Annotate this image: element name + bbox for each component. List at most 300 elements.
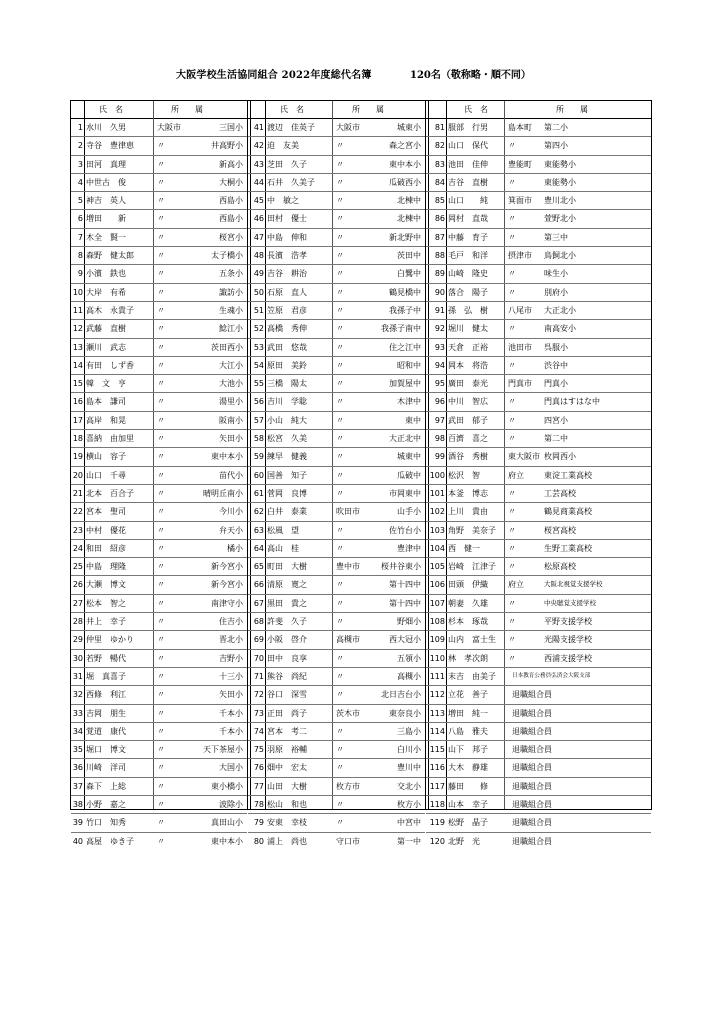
table-row: [426, 650, 651, 668]
school-name: 晴明丘南小: [203, 488, 243, 498]
municipality: 〃: [508, 397, 516, 407]
municipality: 〃: [508, 598, 516, 608]
municipality: 〃: [157, 269, 165, 279]
roster-rows: [426, 119, 651, 846]
row-number: 49: [253, 269, 264, 279]
row-number: 103: [429, 525, 445, 535]
table-row: [71, 339, 247, 357]
municipality: 〃: [157, 617, 165, 627]
row-number: 48: [253, 251, 264, 261]
table-row: [248, 650, 425, 668]
school-name: 昭和中: [397, 360, 421, 370]
member-name: 熊谷 尚紀: [267, 671, 307, 681]
municipality: 池田市: [508, 342, 532, 352]
member-name: 廣田 泰光: [448, 379, 488, 389]
member-name: 田村 優士: [267, 214, 307, 224]
row-number: 24: [72, 543, 83, 553]
row-number: 58: [253, 434, 264, 444]
table-row: [248, 467, 425, 485]
member-name: 八島 雅夫: [448, 726, 488, 736]
municipality: 吹田市: [336, 507, 360, 517]
municipality: 〃: [336, 653, 344, 663]
table-row: [426, 210, 651, 228]
member-name: 松宮 久美: [267, 434, 307, 444]
school-name: 大正北小: [544, 305, 576, 315]
row-number: 78: [253, 799, 264, 809]
member-name: 練早 健義: [267, 452, 307, 462]
school-name: 退職組合員: [512, 690, 552, 700]
member-name: 横山 容子: [86, 452, 126, 462]
member-name: 森野 健太郎: [86, 251, 134, 261]
table-row: [248, 558, 425, 576]
row-number: 6: [77, 214, 83, 224]
member-name: 松山 和也: [267, 799, 307, 809]
row-number: 7: [77, 232, 83, 242]
school-name: 東小橋小: [211, 781, 243, 791]
member-name: 町田 大樹: [267, 562, 307, 572]
table-row: [248, 137, 425, 155]
school-name: 大池小: [219, 379, 243, 389]
municipality: 〃: [336, 470, 344, 480]
school-name: 工芸高校: [544, 488, 576, 498]
table-row: [426, 430, 651, 448]
municipality: 〃: [336, 763, 344, 773]
member-name: 松本 智之: [86, 598, 126, 608]
municipality: 茨木市: [336, 708, 360, 718]
municipality: 八尾市: [508, 305, 532, 315]
table-row: [248, 247, 425, 265]
table-row: [426, 613, 651, 631]
table-row: [71, 759, 247, 777]
table-row: [71, 503, 247, 521]
municipality: 〃: [508, 324, 516, 334]
row-number: 31: [72, 671, 83, 681]
school-name: 白川小: [397, 745, 421, 755]
member-name: 山崎 隆史: [448, 269, 488, 279]
municipality: 〃: [508, 434, 516, 444]
table-row: [71, 467, 247, 485]
member-name: 川崎 洋司: [86, 763, 126, 773]
member-name: 服部 行男: [448, 123, 488, 132]
school-name: 豊川中: [397, 763, 421, 773]
table-row: [71, 137, 247, 155]
row-number: 108: [429, 617, 445, 627]
row-number: 42: [253, 141, 264, 151]
municipality: 〃: [336, 745, 344, 755]
member-name: 大瀬 博文: [86, 580, 126, 590]
member-name: 有田 しず香: [86, 360, 134, 370]
row-number: 91: [434, 305, 445, 315]
row-number: 9: [77, 269, 83, 279]
municipality: 〃: [336, 415, 344, 425]
member-name: 山口 純: [448, 196, 488, 206]
member-name: 毛戸 和洋: [448, 251, 488, 261]
municipality: 高槻市: [336, 635, 360, 645]
municipality: 〃: [157, 397, 165, 407]
member-name: 岡村 直哉: [448, 214, 488, 224]
member-name: 小野 嘉之: [86, 799, 126, 809]
row-number: 40: [72, 836, 83, 846]
table-row: [248, 448, 425, 466]
municipality: 〃: [157, 470, 165, 480]
school-name: 大国小: [219, 763, 243, 773]
member-name: 山下 邦子: [448, 745, 488, 755]
municipality: 〃: [157, 452, 165, 462]
municipality: 摂津市: [508, 251, 532, 261]
school-name: 五領小: [397, 653, 421, 663]
school-name: 退職組合員: [512, 763, 552, 773]
school-name: 十三小: [219, 671, 243, 681]
member-name: 山口 保代: [448, 141, 488, 151]
row-number: 98: [434, 434, 445, 444]
school-name: 第一中: [397, 836, 421, 846]
table-row: [426, 503, 651, 521]
school-name: 退職組合員: [512, 818, 552, 828]
table-row: [71, 412, 247, 430]
table-row: [426, 284, 651, 302]
name-column-header: 氏 名: [464, 105, 488, 114]
municipality: 東大阪市: [508, 452, 540, 462]
municipality: 門真市: [508, 379, 532, 389]
school-name: 枚岡西小: [544, 452, 576, 462]
member-name: 寺谷 豊律恵: [86, 141, 134, 151]
table-row: [426, 723, 651, 741]
member-name: 三橋 陽太: [267, 379, 307, 389]
member-name: 北本 百合子: [86, 488, 134, 498]
row-number: 109: [429, 635, 445, 645]
table-row: [248, 723, 425, 741]
row-number: 52: [253, 324, 264, 334]
table-row: [71, 192, 247, 210]
row-number: 55: [253, 379, 264, 389]
row-number: 50: [253, 287, 264, 297]
table-row: [248, 833, 425, 850]
table-row: [248, 485, 425, 503]
municipality: 〃: [336, 525, 344, 535]
row-number: 67: [253, 598, 264, 608]
municipality: 〃: [157, 653, 165, 663]
row-number: 62: [253, 507, 264, 517]
municipality: 〃: [508, 269, 516, 279]
row-number: 105: [429, 562, 445, 572]
school-name: 大阪北視覚支援学校: [544, 580, 603, 589]
column-header: [71, 101, 247, 119]
school-name: 諏訪小: [219, 287, 243, 297]
member-name: 増田 純一: [448, 708, 488, 718]
row-number: 101: [429, 488, 445, 498]
member-name: 島本 謙司: [86, 397, 126, 407]
member-name: 宮本 考二: [267, 726, 307, 736]
municipality: 〃: [157, 196, 165, 206]
row-number: 76: [253, 763, 264, 773]
municipality: 〃: [157, 708, 165, 718]
roster-rows: [71, 119, 247, 846]
municipality: 〃: [336, 799, 344, 809]
school-name: 豊川北小: [544, 196, 576, 206]
member-name: 石原 直人: [267, 287, 307, 297]
row-number: 33: [72, 708, 83, 718]
school-name: 西島小: [219, 196, 243, 206]
roster-block-1: [70, 100, 248, 846]
table-row: [248, 796, 425, 814]
school-name: 弁天小: [219, 525, 243, 535]
table-row: [71, 540, 247, 558]
row-number: 53: [253, 342, 264, 352]
table-row: [248, 668, 425, 686]
member-name: 高木 永貴子: [86, 305, 134, 315]
municipality: 〃: [157, 232, 165, 242]
school-name: 茨田中: [397, 251, 421, 261]
row-number: 56: [253, 397, 264, 407]
member-name: 白井 泰業: [267, 507, 307, 517]
school-name: 新北野中: [389, 232, 421, 242]
table-row: [426, 375, 651, 393]
municipality: 〃: [508, 488, 516, 498]
member-name: 井上 幸子: [86, 617, 126, 627]
table-row: [426, 631, 651, 649]
row-number: 60: [253, 470, 264, 480]
school-name: 鳥飼北小: [544, 251, 576, 261]
row-number: 99: [434, 452, 445, 462]
row-number: 37: [72, 781, 83, 791]
member-name: 高屋 ゆき子: [86, 836, 134, 846]
member-name: 仲里 ゆかり: [86, 635, 134, 645]
member-name: 堀口 博文: [86, 745, 126, 755]
municipality: 〃: [157, 434, 165, 444]
municipality: 〃: [157, 726, 165, 736]
roster-rows: [248, 119, 425, 846]
school-name: 東奈良小: [389, 708, 421, 718]
municipality: 大阪市: [336, 123, 360, 132]
member-name: 渡辺 佳英子: [267, 123, 315, 132]
table-row: [248, 357, 425, 375]
member-name: 堀川 健太: [448, 324, 488, 334]
school-name: 新今宮小: [211, 580, 243, 590]
school-name: 三島小: [397, 726, 421, 736]
document-title: 大阪学校生活協同組合 2022年度総代名簿: [176, 70, 372, 81]
row-number: 3: [77, 159, 83, 169]
row-number: 41: [253, 123, 264, 132]
municipality: 〃: [157, 781, 165, 791]
municipality: 〃: [508, 360, 516, 370]
row-number: 2: [77, 141, 83, 151]
municipality: 〃: [157, 415, 165, 425]
municipality: 枚方市: [336, 781, 360, 791]
school-name: 味生小: [544, 269, 568, 279]
member-name: 木全 賢一: [86, 232, 126, 242]
municipality: 〃: [336, 379, 344, 389]
member-name: 吉谷 耕治: [267, 269, 307, 279]
municipality: 〃: [508, 653, 516, 663]
row-number: 107: [429, 598, 445, 608]
member-name: 羽原 裕輔: [267, 745, 307, 755]
roster-table: [70, 100, 652, 846]
school-name: 第十四中: [389, 598, 421, 608]
table-row: [71, 522, 247, 540]
row-number: 39: [72, 818, 83, 828]
municipality: 〃: [336, 617, 344, 627]
school-name: 我孫子中: [389, 305, 421, 315]
row-number: 20: [72, 470, 83, 480]
roster-block-2: [247, 100, 426, 846]
member-name: 覚道 康代: [86, 726, 126, 736]
municipality: 〃: [157, 507, 165, 517]
school-name: 橘小: [227, 543, 243, 553]
member-name: 竹口 知秀: [86, 818, 126, 828]
member-name: 国善 知子: [267, 470, 307, 480]
member-name: 山口 千尋: [86, 470, 126, 480]
table-row: [426, 302, 651, 320]
row-number: 25: [72, 562, 83, 572]
row-number: 70: [253, 653, 264, 663]
school-name: 第三中: [544, 232, 568, 242]
member-name: 杉本 琢哉: [448, 617, 488, 627]
table-row: [71, 723, 247, 741]
school-name: 東中本小: [211, 452, 243, 462]
table-row: [426, 357, 651, 375]
municipality: 〃: [157, 543, 165, 553]
municipality: 大阪市: [157, 123, 181, 132]
row-number: 71: [253, 671, 264, 681]
member-name: 武藤 直樹: [86, 324, 126, 334]
member-name: 田河 真理: [86, 159, 126, 169]
row-number: 59: [253, 452, 264, 462]
row-number: 83: [434, 159, 445, 169]
row-number: 10: [72, 287, 83, 297]
row-number: 44: [253, 177, 264, 187]
school-name: 渋谷中: [544, 360, 568, 370]
row-number: 14: [72, 360, 83, 370]
table-row: [248, 778, 425, 796]
municipality: 〃: [157, 525, 165, 535]
table-row: [71, 668, 247, 686]
row-number: 68: [253, 617, 264, 627]
row-number: 12: [72, 324, 83, 334]
row-number: 8: [77, 251, 83, 261]
row-number: 92: [434, 324, 445, 334]
school-name: 退職組合員: [512, 745, 552, 755]
member-name: 田中 良享: [267, 653, 307, 663]
table-row: [248, 375, 425, 393]
member-name: 松野 晶子: [448, 818, 488, 828]
row-number: 21: [72, 488, 83, 498]
school-name: 桜井谷東小: [381, 562, 421, 572]
member-name: 吉谷 直樹: [448, 177, 488, 187]
row-number: 64: [253, 543, 264, 553]
member-name: 中島 理隆: [86, 562, 126, 572]
row-number: 102: [429, 507, 445, 517]
municipality: 〃: [157, 690, 165, 700]
member-name: 大木 静雄: [448, 763, 488, 773]
municipality: 〃: [508, 415, 516, 425]
municipality: 〃: [157, 671, 165, 681]
row-number: 26: [72, 580, 83, 590]
school-name: 退職組合員: [512, 708, 552, 718]
municipality: 〃: [157, 141, 165, 151]
table-row: [71, 833, 247, 850]
school-name: 吉野小: [219, 653, 243, 663]
table-row: [71, 814, 247, 832]
member-name: 若野 暢代: [86, 653, 126, 663]
school-name: 桜宮小: [219, 232, 243, 242]
row-number: 45: [253, 196, 264, 206]
row-number: 89: [434, 269, 445, 279]
row-number: 46: [253, 214, 264, 224]
municipality: 〃: [157, 305, 165, 315]
table-row: [71, 741, 247, 759]
school-name: 門真小: [544, 379, 568, 389]
table-row: [248, 595, 425, 613]
affiliation-column-header: 所 属: [171, 105, 203, 114]
member-name: 酒谷 秀樹: [448, 452, 488, 462]
row-number: 96: [434, 397, 445, 407]
municipality: 府立: [508, 470, 524, 480]
row-number: 28: [72, 617, 83, 627]
municipality: 〃: [157, 342, 165, 352]
member-name: 神吉 英人: [86, 196, 126, 206]
school-name: 退職組合員: [512, 799, 552, 809]
table-row: [71, 686, 247, 704]
municipality: 〃: [508, 214, 516, 224]
table-row: [71, 375, 247, 393]
table-row: [426, 192, 651, 210]
member-name: 岩崎 江津子: [448, 562, 496, 572]
school-name: 第十四中: [389, 580, 421, 590]
row-number: 27: [72, 598, 83, 608]
municipality: 〃: [336, 434, 344, 444]
row-number: 74: [253, 726, 264, 736]
school-name: 太子橋小: [211, 251, 243, 261]
row-number: 104: [429, 543, 445, 553]
table-row: [71, 595, 247, 613]
table-row: [71, 448, 247, 466]
school-name: 桜宮高校: [544, 525, 576, 535]
member-name: 角野 美奈子: [448, 525, 496, 535]
member-name: 池田 佳伸: [448, 159, 488, 169]
member-name: 韓 文 亨: [86, 379, 126, 389]
table-row: [248, 540, 425, 558]
table-row: [248, 229, 425, 247]
row-number: 117: [429, 781, 445, 791]
school-name: 住吉小: [219, 617, 243, 627]
row-number: 51: [253, 305, 264, 315]
member-name: 武田 郁子: [448, 415, 488, 425]
member-name: 北野 光: [448, 836, 480, 846]
member-name: 小山 純大: [267, 415, 307, 425]
row-number: 81: [434, 123, 445, 132]
municipality: 〃: [157, 635, 165, 645]
school-name: 東中本小: [211, 836, 243, 846]
table-row: [248, 759, 425, 777]
municipality: 〃: [336, 580, 344, 590]
table-row: [71, 613, 247, 631]
school-name: 三国小: [219, 123, 243, 132]
table-row: [426, 247, 651, 265]
member-name: 石井 久美子: [267, 177, 315, 187]
member-name: 立花 善子: [448, 690, 488, 700]
table-row: [248, 503, 425, 521]
member-name: 和田 紹彦: [86, 543, 126, 553]
municipality: 〃: [508, 287, 516, 297]
name-column-header: 氏 名: [280, 105, 304, 114]
row-number: 38: [72, 799, 83, 809]
table-row: [248, 339, 425, 357]
school-name: 新高小: [219, 159, 243, 169]
municipality: 〃: [157, 251, 165, 261]
member-name: 迫 友美: [267, 141, 299, 151]
municipality: 〃: [157, 580, 165, 590]
row-number: 11: [72, 305, 83, 315]
